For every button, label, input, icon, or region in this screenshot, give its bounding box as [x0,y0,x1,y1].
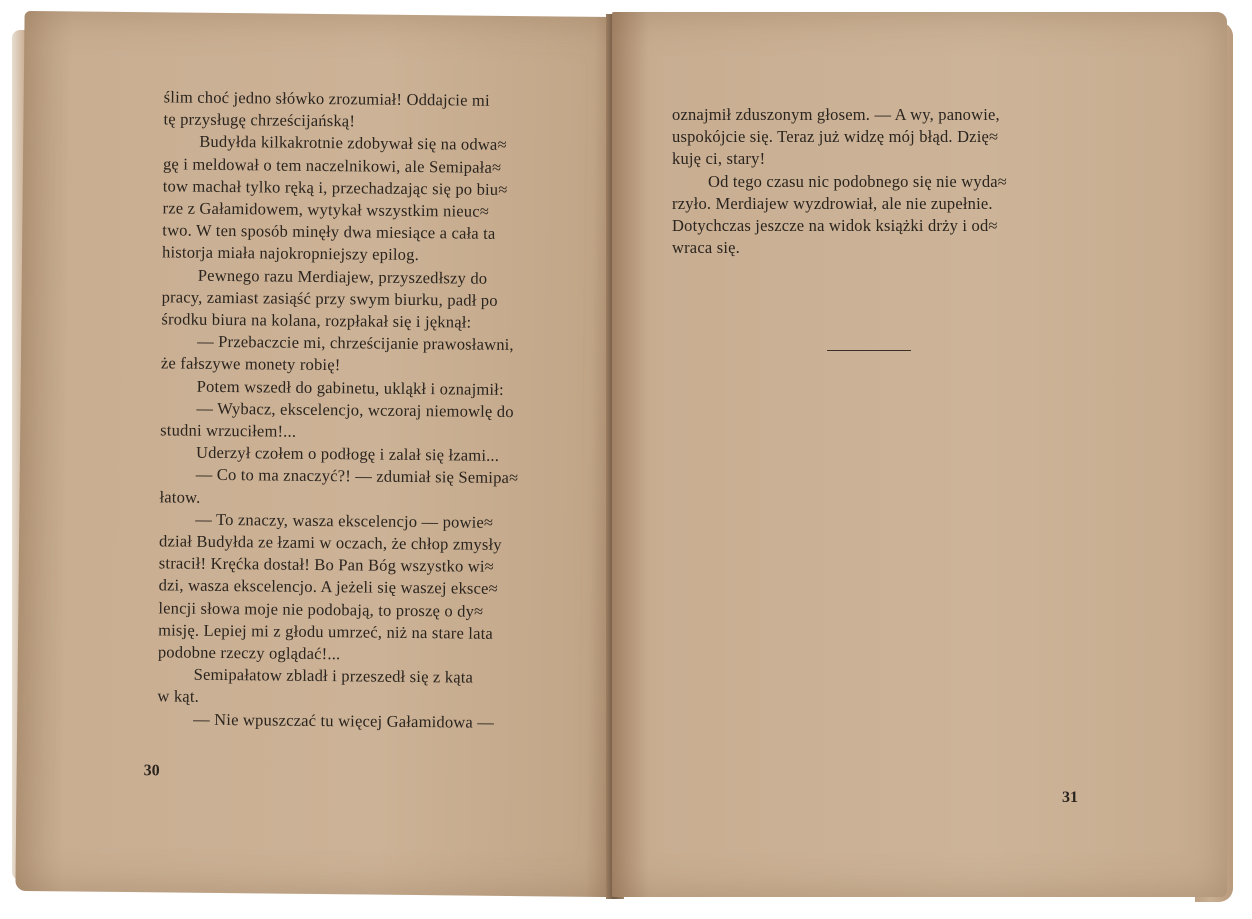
text-line: misję. Lepiej mi z głodu umrzeć, niż na stare lata [158,620,494,643]
text-line: studni wrzuciłem!... [160,420,297,441]
text-line: — Przebaczcie mi, chrześcijanie prawosławni, [197,331,514,355]
text-line: historja miała najokropniejszy epilog. [162,242,420,265]
text-line: — To znaczy, wasza ekscelencjo — powie≈ [195,509,494,532]
text-line: wraca się. [672,238,740,258]
text-line: środku biura na kolana, rozpłakał się i jęknął: [161,309,472,332]
text-line: Uderzył czołem o podłogę i zalał się łzami... [195,442,500,466]
text-line: two. W ten sposób minęły dwa miesiące a cała ta [162,220,496,244]
page-number-left: 30 [143,762,160,780]
text-line: dzi, wasza ekscelencjo. A jeżeli się waszej eksce≈ [158,575,498,599]
text-line: tę przysługę chrześcijańską! [163,109,356,131]
text-line: Od tego czasu nic podobnego się nie wyda≈ [708,171,1008,191]
text-line: — Wybacz, ekscelencjo, wczoraj niemowlę do [196,398,514,421]
text-line: stracił! Kręćka dostał! Bo Pan Bóg wszystko wi≈ [158,553,495,577]
text-line: Pewnego razu Merdiajew, przyszedłszy do [197,265,488,288]
left-page [15,11,624,897]
text-line: Potem wszedł do gabinetu, ukląkł i oznajmił: [196,376,504,399]
text-line: że fałszywe monety robię! [160,353,341,375]
text-line: pracy, zamiast zasiąść przy swym biurku, padł po [161,287,498,310]
text-line: ślim choć jedno słówko zrozumiał! Oddajcie mi [163,87,490,110]
text-line: dział Budyłda ze łzami w oczach, że chłop zmysły [158,531,502,554]
text-line: — Co to ma znaczyć?! — zdumiał się Semipa≈ [195,465,519,488]
text-line: — Nie wpuszczać tu więcej Gałamidowa — [193,709,495,732]
right-page-text [672,104,1097,259]
text-line: w kąt. [157,686,200,707]
text-line: gę i meldował o tem naczelnikowi, ale Semipała≈ [162,153,502,177]
text-line: uspokójcie się. Teraz już widzę mój błąd. Dzię≈ [672,127,999,147]
text-line: lencji słowa moje nie podobają, to proszę o dy≈ [158,597,484,621]
page-number-right: 31 [1062,789,1078,806]
text-line: Semipałatow zbladł i przeszedł się z kąta [193,664,474,687]
section-divider [827,350,911,351]
text-line: tow machał tylko ręką i, przechadzając się po biu≈ [162,176,508,199]
text-line: rze z Gałamidowem, wytykał wszystkim nieuc≈ [162,198,490,221]
right-page [612,12,1227,897]
text-line: kuję ci, stary! [672,149,766,169]
text-line: oznajmił zduszonym głosem. — A wy, panowie, [672,105,1000,124]
text-line: Budyłda kilkakrotnie zdobywał się na odwa≈ [199,132,507,155]
text-line: łatow. [159,486,201,507]
text-line: Dotychczas jeszcze na widok książki drży i od≈ [672,216,998,236]
text-line: podobne rzeczy oglądać!... [157,642,341,664]
left-page-text [157,86,582,734]
text-line: rzyło. Merdiajew wyzdrowiał, ale nie zupełnie. [672,193,993,213]
